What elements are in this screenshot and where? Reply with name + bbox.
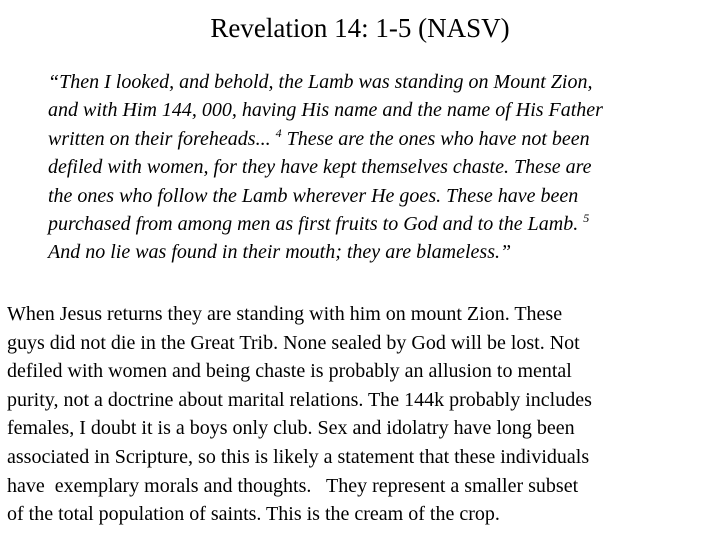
quote-line — [48, 125, 714, 153]
commentary-line: When Jesus returns they are standing with him on mount Zion. These — [7, 303, 563, 325]
commentary-paragraph — [7, 300, 715, 529]
commentary-line: have exemplary morals and thoughts. They represent a smaller subset — [7, 474, 579, 497]
quote-line-text: And no lie was found in their mouth; they are blameless.” — [48, 241, 512, 264]
quote-line-text: These are the ones who have not been — [281, 127, 590, 150]
quote-line — [48, 153, 714, 181]
quote-line-text: and with Him 144, 000, having His name and the name of His Father — [48, 99, 603, 122]
verse-number: 5 — [583, 211, 590, 226]
quote-line-text: the ones who follow the Lamb wherever He goes. These have been — [48, 184, 579, 207]
commentary-line: females, I doubt it is a boys only club. Sex and idolatry have long been — [7, 417, 575, 440]
quote-line — [48, 182, 714, 210]
scripture-quote — [48, 68, 714, 267]
quote-line-text: written on their foreheads... — [48, 127, 276, 150]
quote-line-text: purchased from among men as first fruits to God and to the Lamb. — [48, 213, 584, 236]
quote-line — [48, 238, 714, 266]
commentary-line: guys did not die in the Great Trib. None sealed by God will be lost. Not — [7, 331, 580, 354]
quote-line-text: “Then I looked, and behold, the Lamb was standing on Mount Zion, — [48, 71, 593, 93]
commentary-line: defiled with women and being chaste is probably an allusion to mental — [7, 360, 572, 383]
commentary-line: associated in Scripture, so this is likely a statement that these individuals — [7, 445, 590, 468]
quote-line — [48, 210, 714, 238]
quote-line — [48, 68, 714, 96]
quote-line-text: defiled with women, for they have kept themselves chaste. These are — [48, 156, 592, 179]
slide-title: Revelation 14: 1-5 (NASV) — [210, 13, 510, 43]
commentary-line: purity, not a doctrine about marital relations. The 144k probably includes — [7, 388, 592, 411]
verse-number: 4 — [275, 125, 282, 140]
commentary-line: of the total population of saints. This is the cream of the crop. — [7, 503, 500, 526]
quote-line — [48, 96, 714, 124]
